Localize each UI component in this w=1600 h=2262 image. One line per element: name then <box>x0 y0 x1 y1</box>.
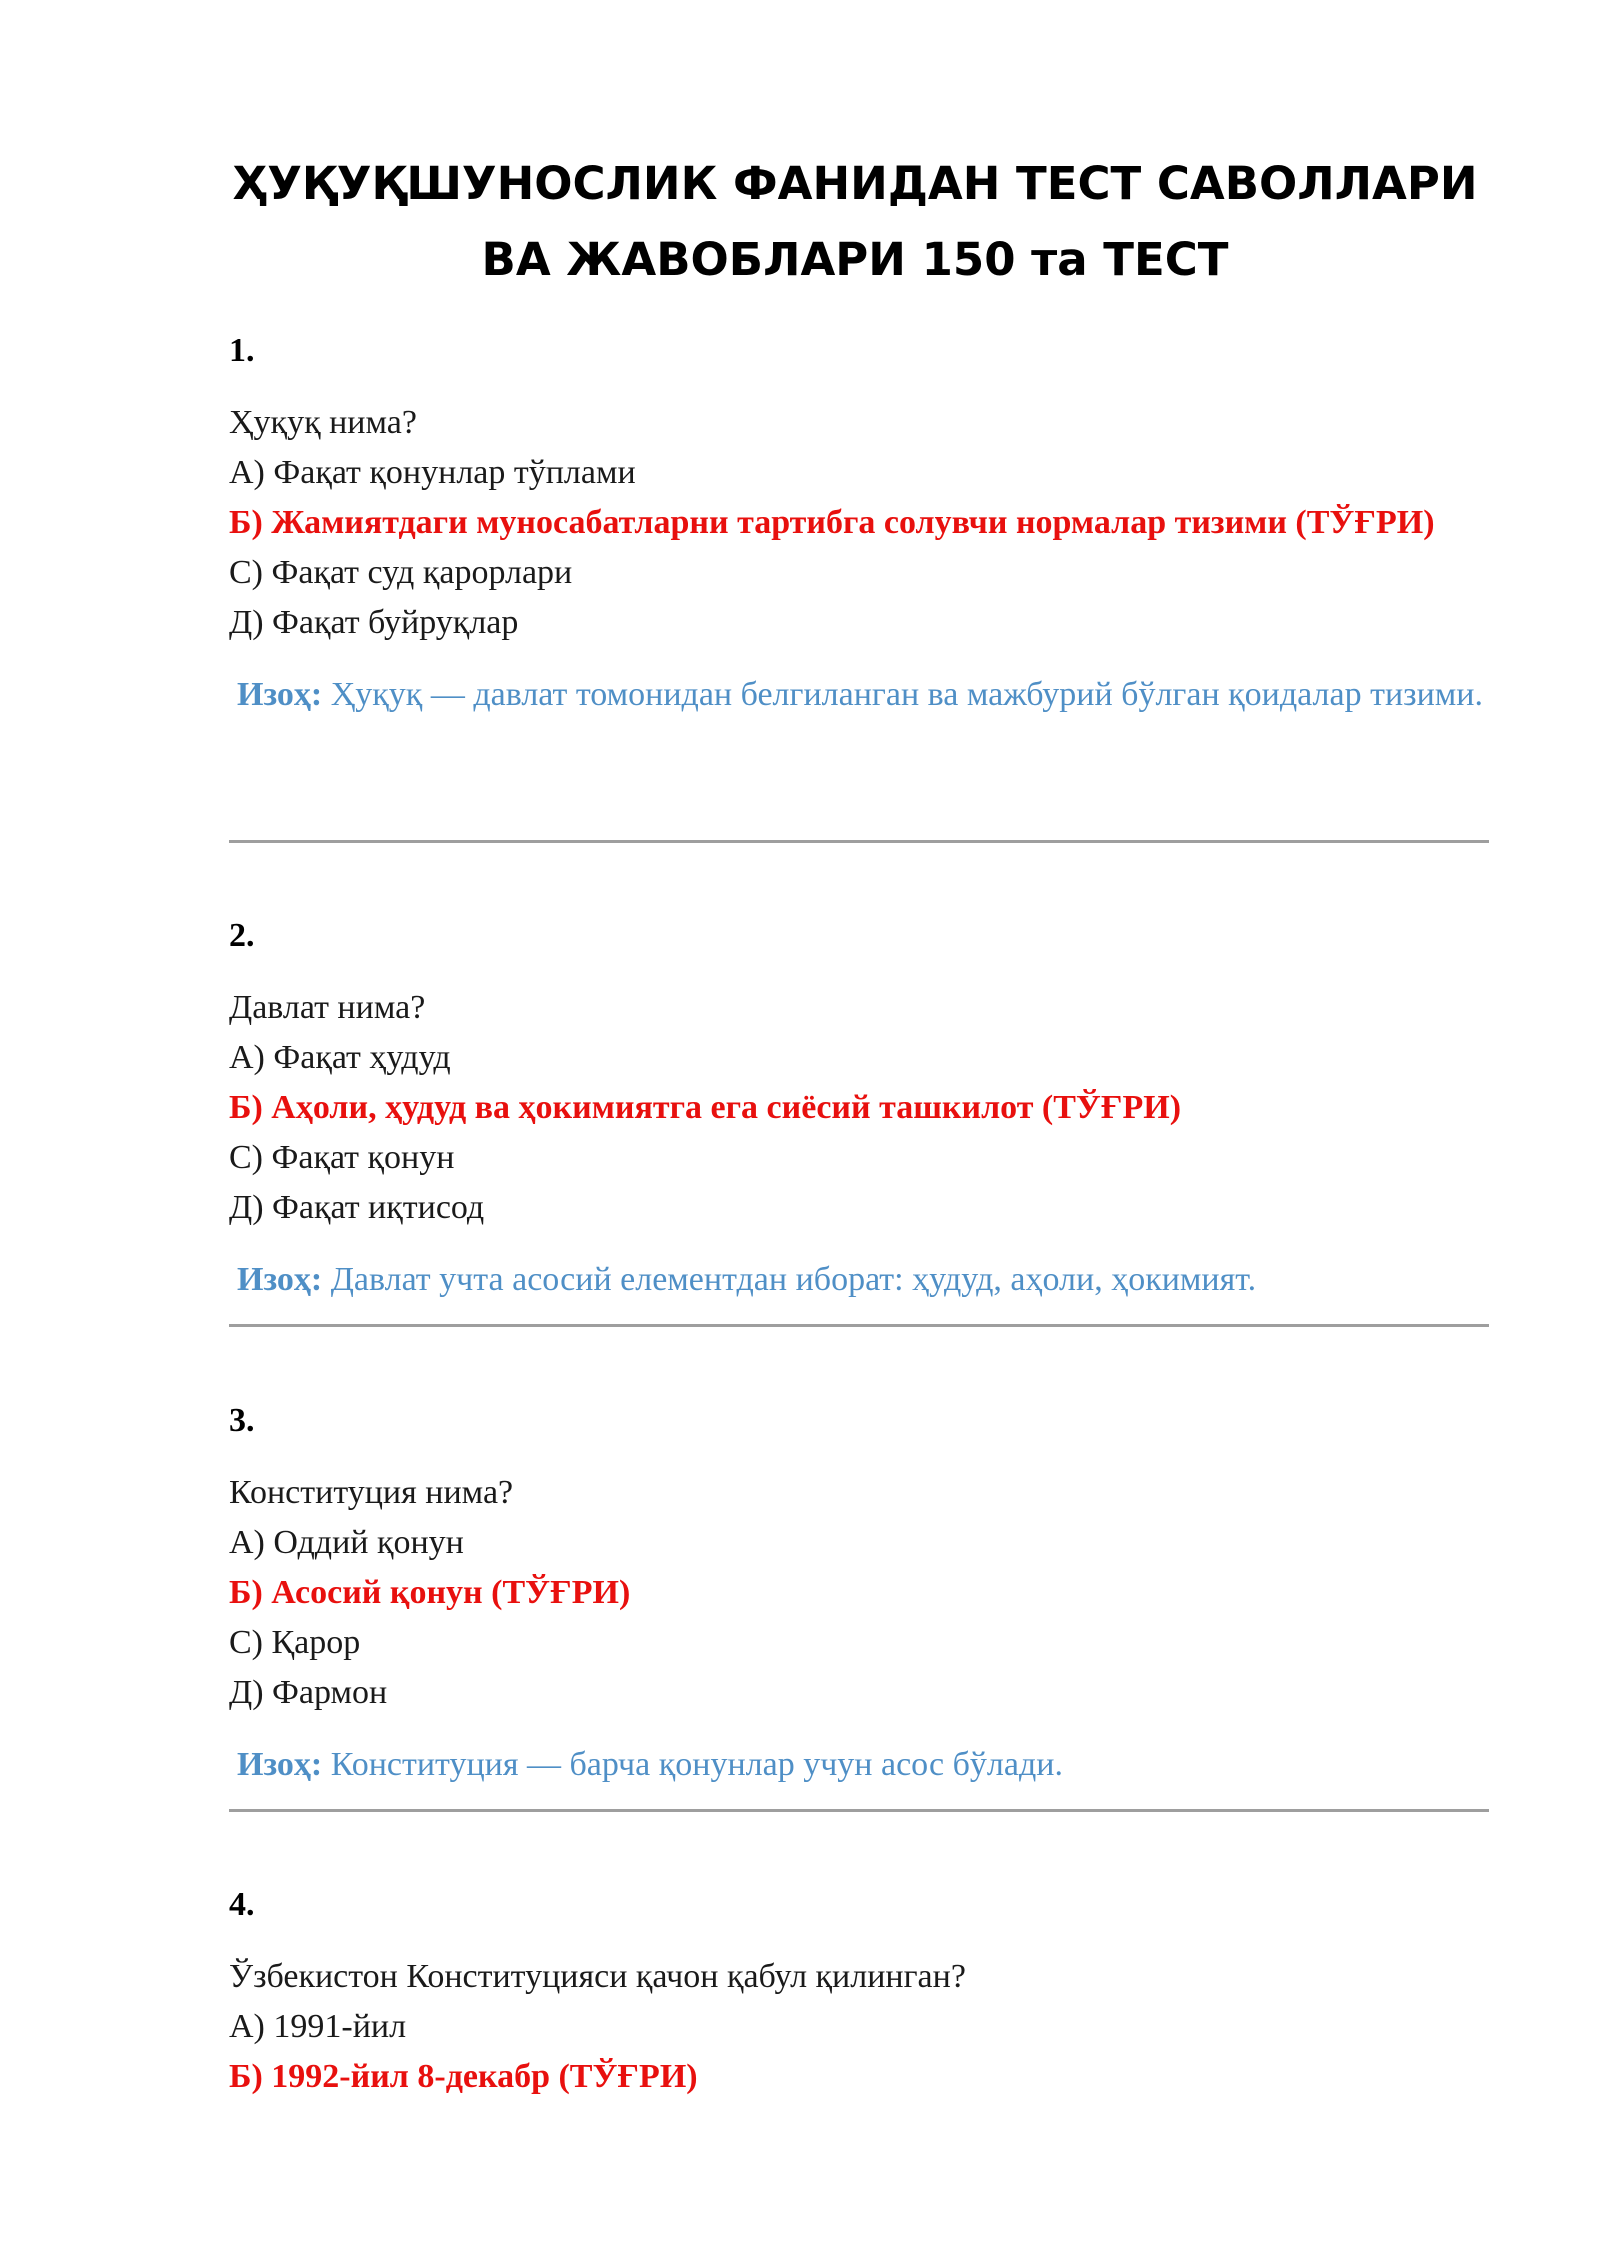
option-d: Д) Фармон <box>229 1674 388 1711</box>
section-divider <box>229 1809 1489 1812</box>
option-b-correct: Б) Аҳоли, ҳудуд ва ҳокимиятга ега сиёсий ташкилот (ТЎҒРИ) <box>229 1089 1182 1126</box>
section-divider <box>229 840 1489 843</box>
question-text: Ўзбекистон Конституцияси қачон қабул қилинган? <box>229 1958 966 1995</box>
option-b-correct: Б) 1992-йил 8-декабр (ТЎҒРИ) <box>229 2058 698 2095</box>
question-text: Давлат нима? <box>229 989 426 1026</box>
question-number: 2. <box>229 917 255 954</box>
question-number: 4. <box>229 1886 255 1923</box>
explanation-note <box>229 1740 1489 1790</box>
note-text: Конституция — барча қонунлар учун асос бўлади. <box>330 1746 1063 1783</box>
option-c: С) Қарор <box>229 1624 361 1661</box>
note-label: Изоҳ: <box>237 1261 323 1298</box>
title-line-1: ҲУҚУҚШУНОСЛИК ФАНИДАН ТЕСТ САВОЛЛАРИ <box>232 157 1478 210</box>
title-line-2: ВА ЖАВОБЛАРИ 150 та ТЕСТ <box>481 233 1229 286</box>
document-title <box>230 146 1480 298</box>
explanation-note <box>229 670 1489 720</box>
option-b-correct: Б) Асосий қонун (ТЎҒРИ) <box>229 1574 631 1611</box>
note-text: Ҳуқуқ — давлат томонидан белгиланган ва мажбурий бўлган қоидалар тизими. <box>330 676 1483 713</box>
option-a: А) Фақат қонунлар тўплами <box>229 454 636 491</box>
note-text: Давлат учта асосий елементдан иборат: ҳудуд, аҳоли, ҳокимият. <box>330 1261 1257 1298</box>
question-block-2 <box>229 911 1489 1305</box>
option-b-correct: Б) Жамиятдаги муносабатларни тартибга солувчи нормалар тизими (ТЎҒРИ) <box>229 504 1435 541</box>
section-divider <box>229 1324 1489 1327</box>
option-a: А) Оддий қонун <box>229 1524 464 1561</box>
option-c: С) Фақат суд қарорлари <box>229 554 573 591</box>
question-text: Ҳуқуқ нима? <box>229 404 417 441</box>
question-number: 3. <box>229 1402 255 1439</box>
option-c: С) Фақат қонун <box>229 1139 455 1176</box>
question-text: Конституция нима? <box>229 1474 514 1511</box>
option-a: А) 1991-йил <box>229 2008 407 2045</box>
option-d: Д) Фақат иқтисод <box>229 1189 485 1226</box>
explanation-note <box>229 1255 1489 1305</box>
option-a: А) Фақат ҳудуд <box>229 1039 451 1076</box>
option-d: Д) Фақат буйруқлар <box>229 604 519 641</box>
note-label: Изоҳ: <box>237 1746 323 1783</box>
note-label: Изоҳ: <box>237 676 323 713</box>
question-number: 1. <box>229 332 255 369</box>
question-block-4 <box>229 1880 1489 2102</box>
question-block-3 <box>229 1396 1489 1790</box>
question-block-1 <box>229 326 1489 720</box>
